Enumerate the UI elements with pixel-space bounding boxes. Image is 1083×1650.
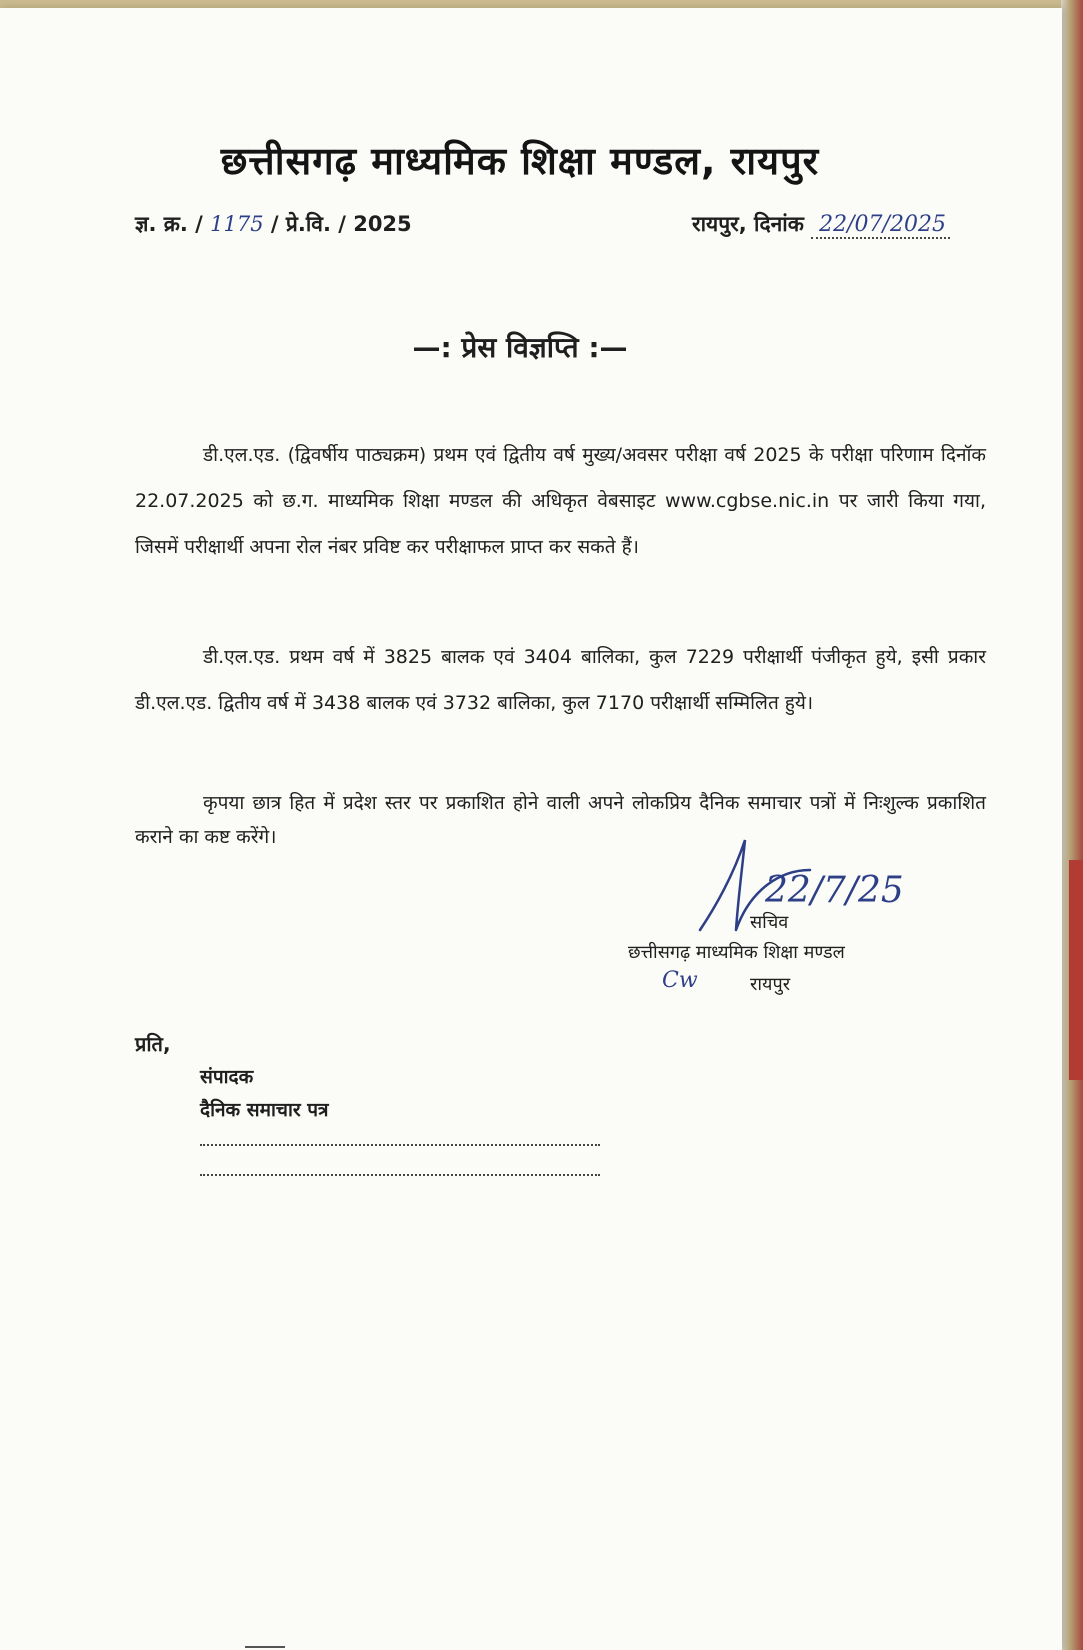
signatory-organization: छत्तीसगढ़ माध्यमिक शिक्षा मण्डल [628,942,845,963]
photo-edge-red-cloth [1069,860,1083,1080]
blank-line [200,1144,600,1146]
paragraph-results: डी.एल.एड. (द्विवर्षीय पाठ्यक्रम) प्रथम एवं द्वितीय वर्ष मुख्य/अवसर परीक्षा वर्ष 2025 के परीक्षा परिणाम दिनॉक 22.07.2025 को छ.ग. माध्यमिक शिक्षा मण्डल की अधिकृत वेबसाइट www.cgbse.nic.in पर जारी किया गया, जिसमें परीक्षार्थी अपना रोल नंबर प्रविष्ट कर परीक्षाफल प्राप्त कर सकते हैं। [135,444,986,558]
signature-scribble [690,830,950,940]
date-label: रायपुर, दिनांक [692,212,804,236]
ref-prefix: ज्ञ. क्र. / [135,212,203,236]
issue-date [692,210,950,239]
photo-edge-right [1061,0,1083,1650]
footer-mark [245,1646,285,1648]
board-title: छत्तीसगढ़ माध्यमिक शिक्षा मण्डल, रायपुर [220,139,820,183]
signatory-city: रायपुर [750,974,791,995]
reference-number [135,210,412,238]
photo-edge-top [0,0,1083,8]
signatory-designation: सचिव [750,912,789,933]
date-handwritten: 22/07/2025 [811,212,950,239]
recipient-newspaper: दैनिक समाचार पत्र [200,1099,329,1121]
ref-handwritten-number: 1175 [210,212,264,236]
press-release-heading: —: प्रेस विज्ञप्ति :— [412,331,628,364]
paragraph-request: कृपया छात्र हित में प्रदेश स्तर पर प्रकाशित होने वाली अपने लोकप्रिय दैनिक समाचार पत्रों में निःशुल्क प्रकाशित कराने का कष्ट करेंगे। [135,792,986,848]
signature-date: 22/7/25 [765,870,904,911]
recipient-label: प्रति, [135,1032,171,1056]
handwritten-initials: Cw [662,968,698,993]
recipient-editor: संपादक [200,1066,254,1088]
ref-suffix: / प्रे.वि. / 2025 [270,212,412,236]
paragraph-statistics: डी.एल.एड. प्रथम वर्ष में 3825 बालक एवं 3404 बालिका, कुल 7229 परीक्षार्थी पंजीकृत हुये, इसी प्रकार डी.एल.एड. द्वितीय वर्ष में 3438 बालक एवं 3732 बालिका, कुल 7170 परीक्षार्थी सम्मिलित हुये। [135,646,986,714]
blank-line [200,1174,600,1176]
document-page [0,8,1062,1650]
